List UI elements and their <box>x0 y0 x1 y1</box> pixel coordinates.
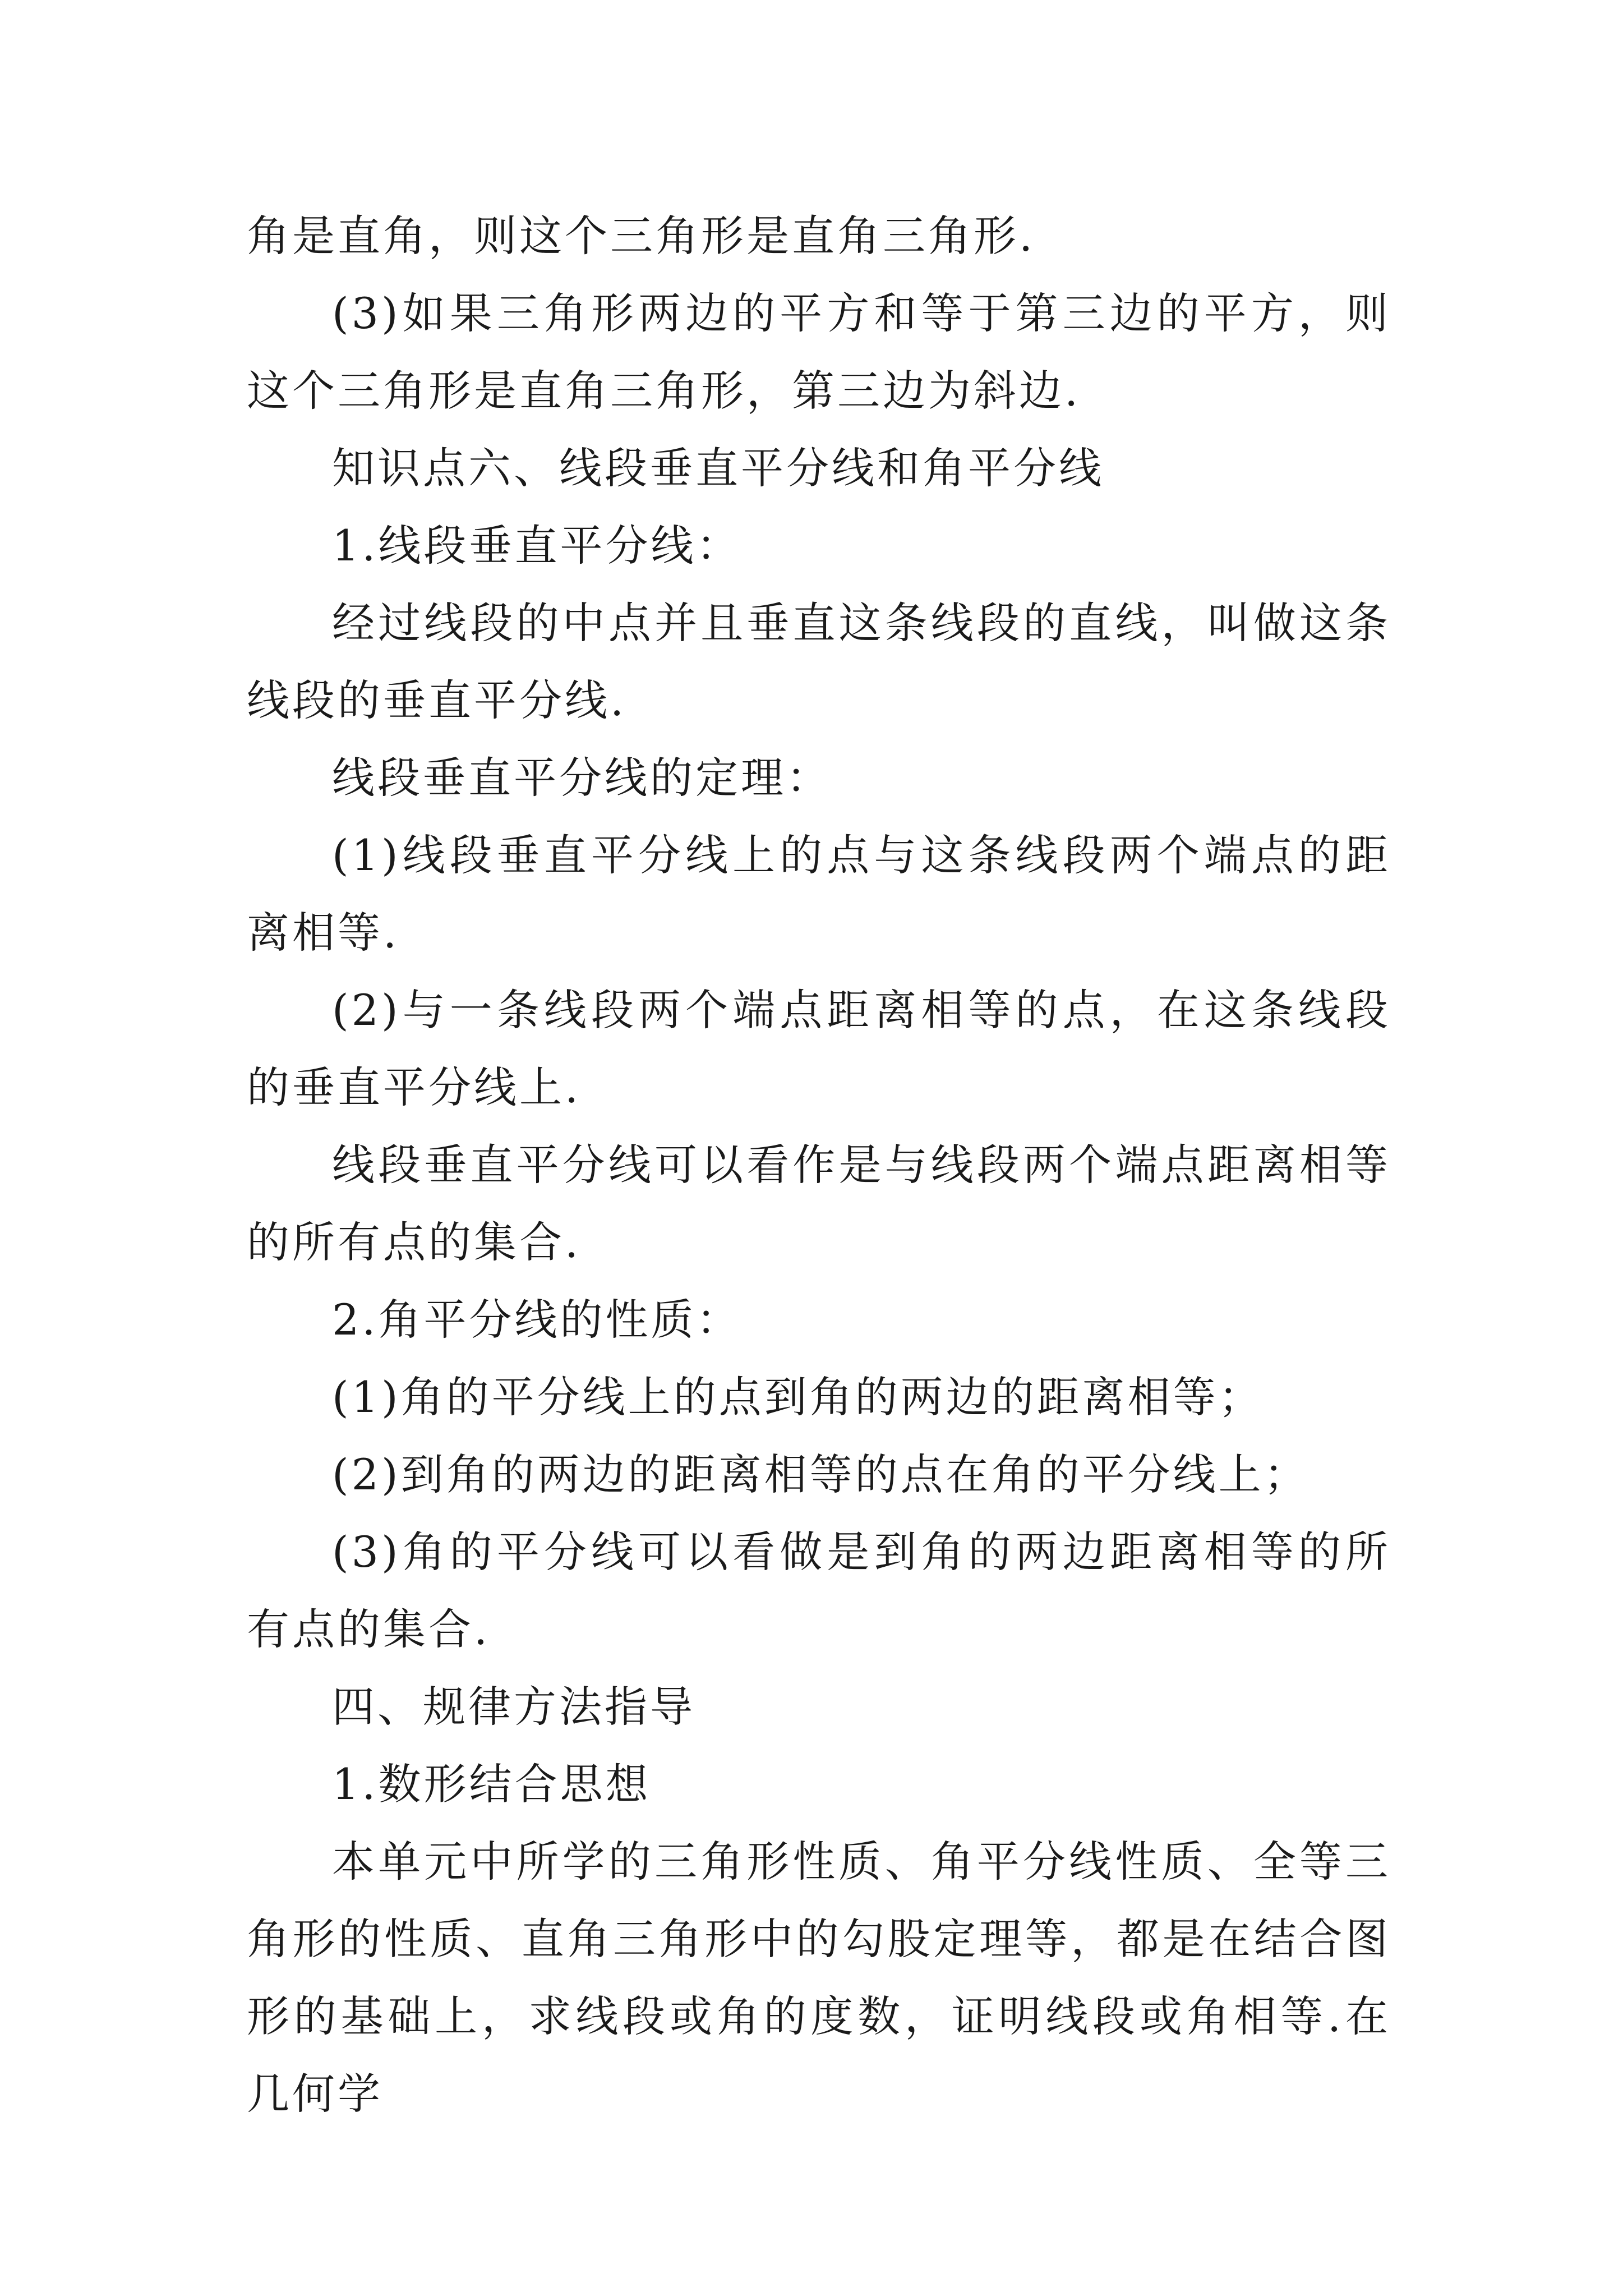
paragraph: 本单元中所学的三角形性质、角平分线性质、全等三角形的性质、直角三角形中的勾股定理等，都是在结合图形的基础上，求线段或角的度数，证明线段或角相等.在几何学 <box>247 1837 1391 2119</box>
subsection-heading: 1.数形结合思想 <box>332 1759 651 1809</box>
subsection-heading: 1.线段垂直平分线： <box>332 521 742 570</box>
paragraph: 角是直角，则这个三角形是直角三角形. <box>247 211 1036 261</box>
paragraph: (1)线段垂直平分线上的点与这条线段两个端点的距离相等. <box>247 830 1391 958</box>
section-heading: 知识点六、线段垂直平分线和角平分线 <box>332 443 1104 493</box>
paragraph: 线段垂直平分线的定理： <box>332 753 832 803</box>
paragraph: (2)与一条线段两个端点距离相等的点，在这条线段的垂直平分线上. <box>247 985 1391 1112</box>
paragraph: 线段垂直平分线可以看作是与线段两个端点距离相等的所有点的集合. <box>247 1140 1391 1267</box>
subsection-heading: 2.角平分线的性质： <box>332 1295 742 1345</box>
paragraph: (3)角的平分线可以看做是到角的两边距离相等的所有点的集合. <box>247 1527 1391 1654</box>
paragraph: (1)角的平分线上的点到角的两边的距离相等； <box>332 1372 1264 1422</box>
paragraph: 经过线段的中点并且垂直这条线段的直线，叫做这条线段的垂直平分线. <box>247 598 1391 725</box>
section-heading: 四、规律方法指导 <box>332 1682 695 1732</box>
paragraph: (3)如果三角形两边的平方和等于第三边的平方，则这个三角形是直角三角形，第三边为斜边. <box>247 288 1391 416</box>
paragraph: (2)到角的两边的距离相等的点在角的平分线上； <box>332 1450 1310 1499</box>
document-body <box>247 197 1391 2133</box>
